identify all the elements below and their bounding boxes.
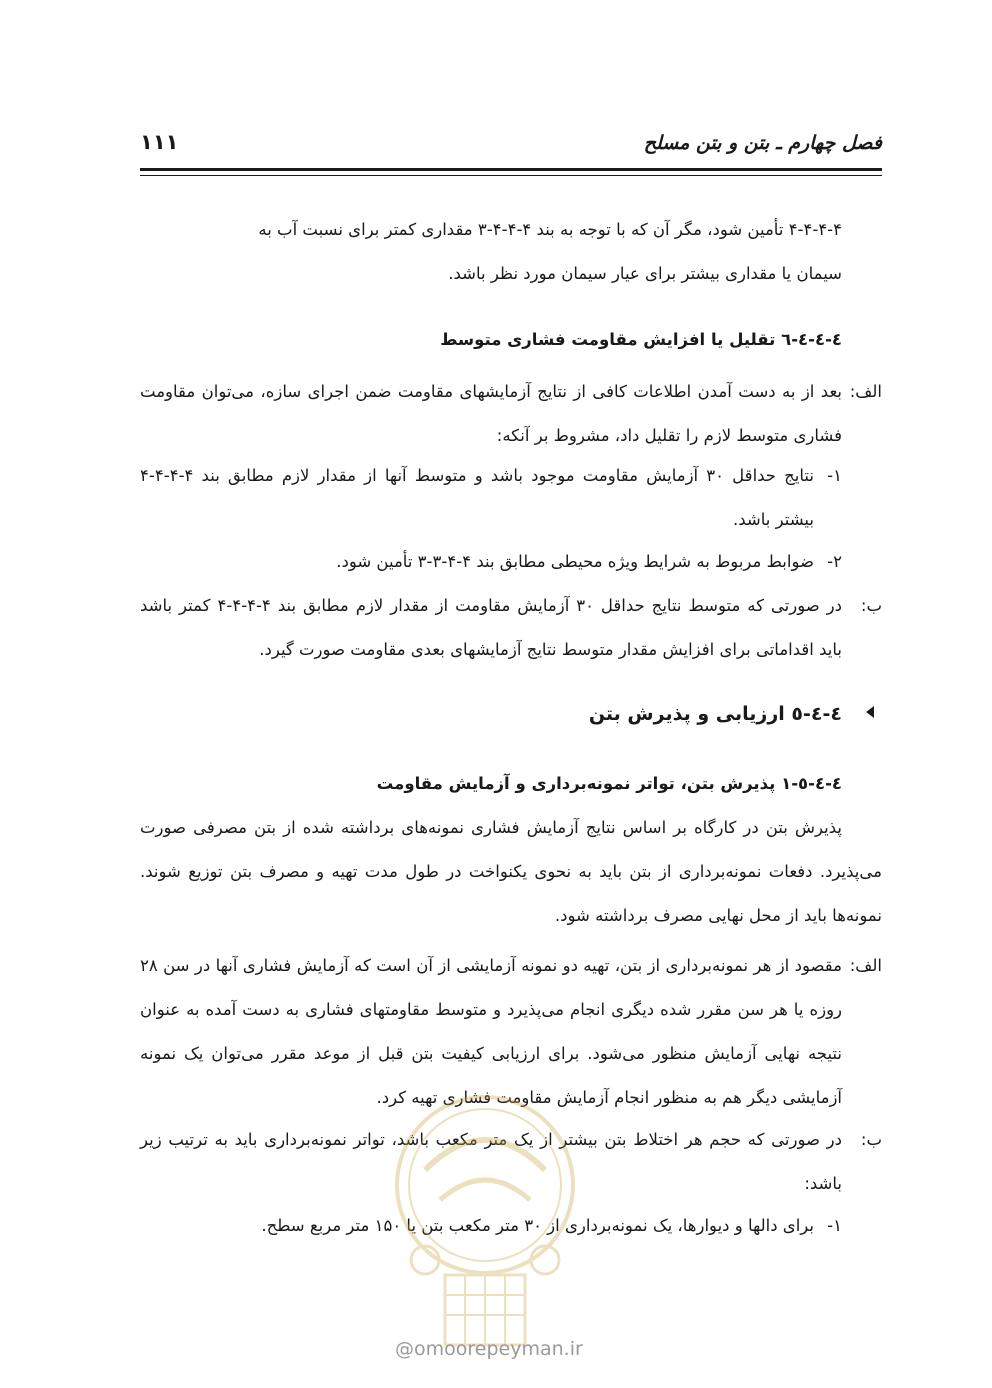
intro-line-1: ۴-۴-۴-۴ تأمین شود، مگر آن که با توجه به بند ۴-۴-۴-۳ مقداری کمتر برای نسبت آب به xyxy=(258,220,842,239)
item-2-paragraph: ضوابط مربوط به شرایط ویژه محیطی مطابق بند ۴-۴-۳-۳ تأمین شود. xyxy=(336,552,814,571)
list-marker-1: ۱- xyxy=(827,466,842,485)
chapter-title: فصل چهارم ـ بتن و بتن مسلح xyxy=(643,132,882,154)
header-rule-thick xyxy=(140,168,882,171)
list-marker-2: ۲- xyxy=(827,552,842,571)
list-marker-be-2: ب: xyxy=(860,1130,882,1149)
page-number: ۱۱۱ xyxy=(140,130,179,154)
list-marker-be: ب: xyxy=(860,596,882,615)
alef-2-paragraph: مقصود از هر نمونه‌برداری از بتن، تهیه دو نمونه آزمایشی از آن است که آزمایش فشاری آنها در سن ۲۸ روزه یا هر سن مقرر شده دیگری انجام می‌پذیرد و متوسط مقاومتهای فشاری به دست آمده به عنوان نتیجه نهایی آزمایش منظور می‌شود. برای ارزیابی کیفیت بتن قبل از موعد مقرر می‌توان یک نمونه آزمایشی دیگر هم به منظور انجام آزمایش مقاومت فشاری تهیه کرد. xyxy=(140,956,842,1107)
watermark-logo xyxy=(385,1090,585,1380)
list-marker-alef-2: الف: xyxy=(849,956,882,975)
item-1-paragraph: نتایج حداقل ۳۰ آزمایش مقاومت موجود باشد و متوسط آنها از مقدار لازم مطابق بند ۴-۴-۴-۴ بیشتر باشد. xyxy=(140,466,814,529)
be-2-paragraph: در صورتی که حجم هر اختلاط بتن بیشتر از یک متر مکعب باشد، تواتر نمونه‌برداری باید به ترتیب زیر باشد: xyxy=(140,1130,842,1193)
alef-paragraph: بعد از به دست آمدن اطلاعات کافی از نتایج آزمایشهای مقاومت ضمن اجرای سازه، می‌توان مقاومت فشاری متوسط لازم را تقلیل داد، مشروط بر آنکه: xyxy=(140,382,842,445)
header-rule-thin xyxy=(140,175,882,176)
list-marker-alef: الف: xyxy=(849,382,882,401)
intro-line-2: سیمان یا مقداری بیشتر برای عیار سیمان مورد نظر باشد. xyxy=(448,264,842,283)
list-marker-3: ۱- xyxy=(827,1216,842,1235)
item-3-paragraph: برای دالها و دیوارها، یک نمونه‌برداری از ۳۰ متر مکعب بتن یا ۱۵۰ متر مربع سطح. xyxy=(261,1216,814,1235)
acceptance-paragraph: پذیرش بتن در کارگاه بر اساس نتایج آزمایش فشاری نمونه‌های برداشته شده از بتن مصرفی صورت می‌پذیرد. دفعات نمونه‌برداری از بتن باید به نحوی یکنواخت در طول مدت تهیه و مصرف بتن توزیع شوند. نمونه‌ها باید از محل نهایی مصرف برداشته شود. xyxy=(140,818,882,925)
section-arrow-icon xyxy=(866,706,874,718)
watermark-url: @omoorepeyman.ir xyxy=(395,1338,583,1360)
be-paragraph: در صورتی که متوسط نتایج حداقل ۳۰ آزمایش مقاومت از مقدار لازم مطابق بند ۴-۴-۴-۴ کمتر باشد باید اقداماتی برای افزایش مقدار متوسط نتایج آزمایشهای بعدی مقاومت صورت گیرد. xyxy=(140,596,842,659)
section-heading-4-4-5: ٤-٤-٥ ارزیابی و پذیرش بتن xyxy=(588,703,842,725)
section-heading-4-4-5-1: ٤-٤-٥-١ پذیرش بتن، تواتر نمونه‌برداری و آزمایش مقاومت xyxy=(376,774,842,793)
section-heading-4-4-4-6: ٤-٤-٤-٦ تقلیل یا افزایش مقاومت فشاری متوسط xyxy=(440,330,842,349)
